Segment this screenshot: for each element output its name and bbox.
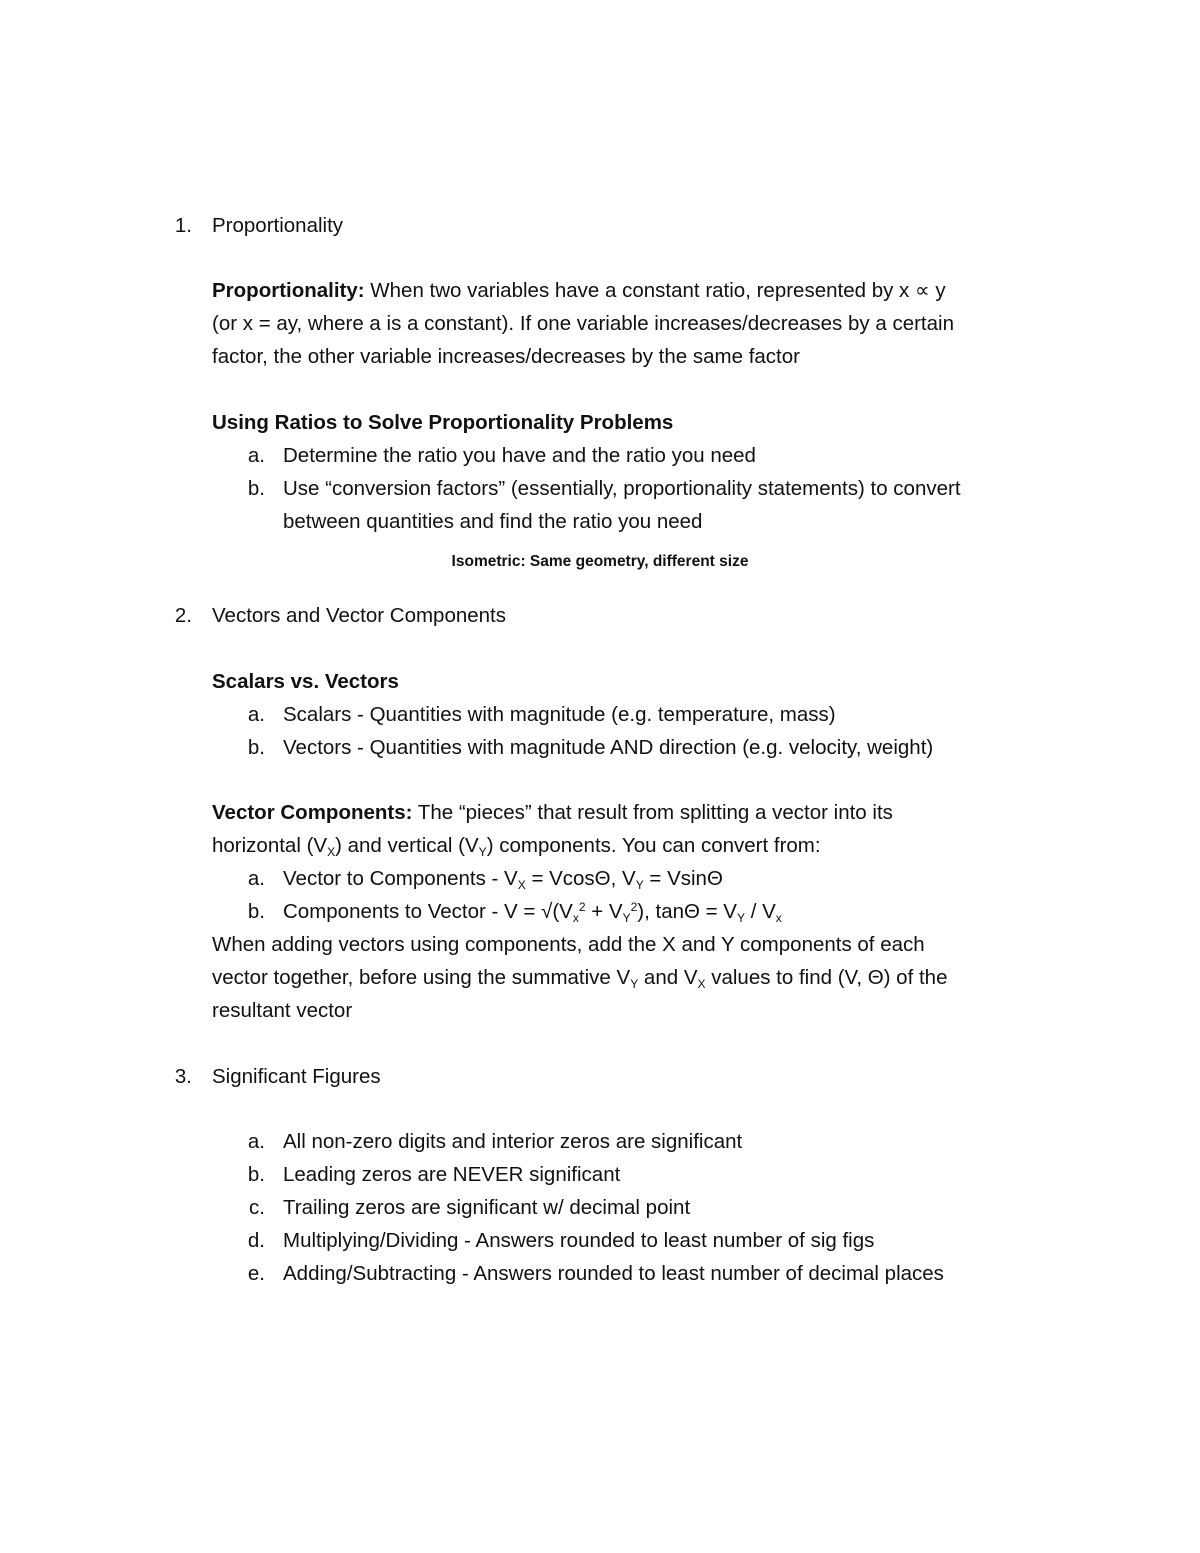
subscript: X — [517, 878, 526, 892]
definition-text: When two variables have a constant ratio, represented by x ∝ y — [364, 279, 946, 302]
adding-line — [212, 961, 947, 994]
subscript: Y — [478, 845, 487, 859]
subscript: x — [572, 911, 579, 925]
list-item: Multiplying/Dividing - Answers rounded to least number of sig figs — [283, 1229, 875, 1252]
list-marker: a. — [247, 1130, 265, 1153]
list-item: Adding/Subtracting - Answers rounded to least number of decimal places — [283, 1262, 944, 1285]
list-marker: a. — [247, 703, 265, 726]
list-marker: c. — [249, 1196, 265, 1219]
subscript: X — [697, 977, 706, 991]
text-run: + V — [585, 900, 623, 923]
section-title: Proportionality — [212, 214, 344, 237]
components-paragraph — [212, 796, 893, 829]
list-item: Determine the ratio you have and the ratio you need — [283, 444, 756, 467]
subscript: Y — [635, 878, 644, 892]
subheading: Using Ratios to Solve Proportionality Problems — [212, 411, 674, 434]
section-number: 2. — [174, 604, 192, 627]
adding-line: When adding vectors using components, add the X and Y components of each — [212, 933, 925, 956]
text-run: vector together, before using the summative V — [212, 966, 631, 989]
definition-line: (or x = ay, where a is a constant). If one variable increases/decreases by a certain — [212, 312, 954, 335]
text-run: ) and vertical (V — [335, 834, 479, 857]
text-run: ), tanΘ = V — [637, 900, 737, 923]
text-run: Vector to Components - V — [283, 867, 518, 890]
text-run: = VcosΘ, V — [525, 867, 636, 890]
list-item-continuation: between quantities and find the ratio you need — [283, 510, 703, 533]
list-marker: a. — [247, 867, 265, 890]
subscript: Y — [622, 911, 631, 925]
components-line — [212, 829, 821, 862]
superscript: 2 — [578, 900, 586, 914]
subscript: X — [327, 845, 336, 859]
subscript: Y — [736, 911, 745, 925]
list-marker: b. — [247, 736, 265, 759]
definition-term: Proportionality: — [212, 279, 365, 302]
section-number: 1. — [174, 214, 192, 237]
text-run: ) components. You can convert from: — [486, 834, 821, 857]
definition-line: factor, the other variable increases/decreases by the same factor — [212, 345, 800, 368]
list-marker: a. — [247, 444, 265, 467]
list-marker: b. — [247, 477, 265, 500]
text-run: = VsinΘ — [643, 867, 723, 890]
caption: Isometric: Same geometry, different size — [451, 553, 749, 570]
definition-paragraph — [212, 274, 946, 307]
list-item: Trailing zeros are significant w/ decimal point — [283, 1196, 691, 1219]
components-term: Vector Components: — [212, 801, 413, 824]
subheading: Scalars vs. Vectors — [212, 670, 399, 693]
text-run: / V — [745, 900, 776, 923]
superscript: 2 — [630, 900, 638, 914]
section-number: 3. — [174, 1065, 192, 1088]
list-item: Leading zeros are NEVER significant — [283, 1163, 621, 1186]
list-item: Use “conversion factors” (essentially, proportionality statements) to convert — [283, 477, 961, 500]
formula-item — [283, 895, 782, 928]
list-marker: d. — [247, 1229, 265, 1252]
section-title: Significant Figures — [212, 1065, 381, 1088]
text-run: and V — [638, 966, 698, 989]
text-run: horizontal (V — [212, 834, 328, 857]
list-marker: e. — [247, 1262, 265, 1285]
text-run: Components to Vector - V = √(V — [283, 900, 573, 923]
formula-item — [283, 862, 723, 895]
subscript: x — [775, 911, 782, 925]
list-item: All non-zero digits and interior zeros are significant — [283, 1130, 743, 1153]
adding-line: resultant vector — [212, 999, 353, 1022]
components-text: The “pieces” that result from splitting a vector into its — [412, 801, 893, 824]
subscript: Y — [630, 977, 639, 991]
text-run: values to find (V, Θ) of the — [705, 966, 948, 989]
list-marker: b. — [247, 900, 265, 923]
list-item: Vectors - Quantities with magnitude AND direction (e.g. velocity, weight) — [283, 736, 934, 759]
list-item: Scalars - Quantities with magnitude (e.g. temperature, mass) — [283, 703, 836, 726]
list-marker: b. — [247, 1163, 265, 1186]
section-title: Vectors and Vector Components — [212, 604, 507, 627]
